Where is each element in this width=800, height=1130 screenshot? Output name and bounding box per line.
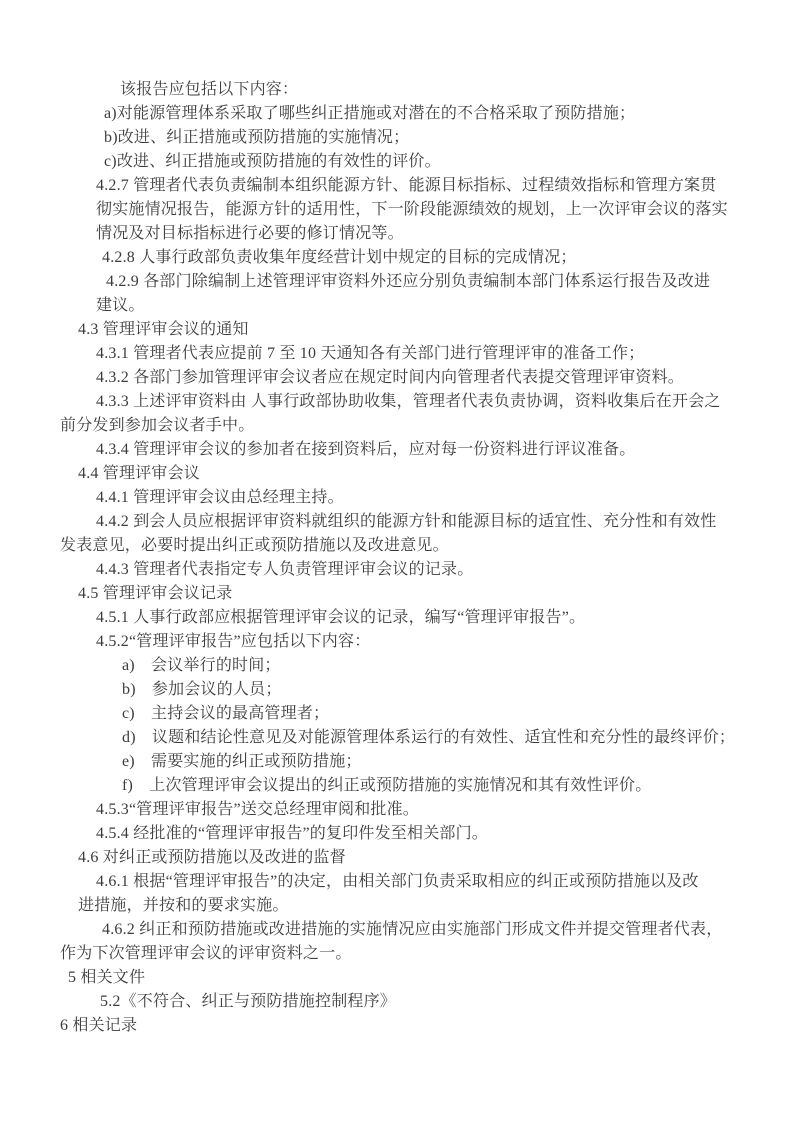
item-4-3-1: 4.3.1 管理者代表应提前 7 至 10 天通知各有关部门进行管理评审的准备工作； xyxy=(96,345,645,362)
heading-4-6: 4.6 对纠正或预防措施以及改进的监督 xyxy=(78,849,346,866)
item-4-6-1: 4.6.1 根据“管理评审报告”的决定，由相关部门负责采取相应的纠正或预防措施以及改 xyxy=(96,873,699,890)
item-5-2: 5.2《不符合、纠正与预防措施控制程序》 xyxy=(100,993,397,1010)
item-4-6-2: 4.6.2 纠正和预防措施或改进措施的实施情况应由实施部门形成文件并提交管理者代表， xyxy=(102,921,723,938)
heading-5: 5 相关文件 xyxy=(68,969,146,986)
item-4-6-1-cont: 进措施，并按和的要求实施。 xyxy=(78,897,289,914)
report-item-a: a)对能源管理体系采取了哪些纠正措施或对潜在的不合格采取了预防措施； xyxy=(104,105,636,122)
intro-line: 该报告应包括以下内容： xyxy=(120,81,299,98)
item-4-2-7-cont-1: 彻实施情况报告，能源方针的适用性，下一阶段能源绩效的规划，上一次评审会议的落实 xyxy=(96,201,728,218)
item-4-6-2-cont: 作为下次管理评审会议的评审资料之一。 xyxy=(60,945,352,962)
item-4-5-2: 4.5.2“管理评审报告”应包括以下内容： xyxy=(96,633,371,650)
item-4-4-1: 4.4.1 管理评审会议由总经理主持。 xyxy=(96,489,344,506)
item-4-2-9: 4.2.9 各部门除编制上述管理评审资料外还应分别负责编制本部门体系运行报告及改进 xyxy=(106,273,711,290)
item-4-3-2: 4.3.2 各部门参加管理评审会议者应在规定时间内向管理者代表提交管理评审资料。 xyxy=(96,369,685,386)
item-4-5-3: 4.5.3“管理评审报告”送交总经理审阅和批准。 xyxy=(96,801,420,818)
heading-4-3: 4.3 管理评审会议的通知 xyxy=(78,321,249,338)
list-item-d: d) 议题和结论性意见及对能源管理体系运行的有效性、适宜性和充分性的最终评价； xyxy=(122,729,736,746)
list-item-f: f) 上次管理评审会议提出的纠正或预防措施的实施情况和其有效性评价。 xyxy=(122,777,652,794)
item-4-3-3-cont: 前分发到参加会议者手中。 xyxy=(60,417,255,434)
list-item-c: c) 主持会议的最高管理者； xyxy=(122,705,330,722)
item-4-5-1: 4.5.1 人事行政部应根据管理评审会议的记录，编写“管理评审报告”。 xyxy=(96,609,586,626)
heading-4-4: 4.4 管理评审会议 xyxy=(78,465,201,482)
item-4-5-4: 4.5.4 经批准的“管理评审报告”的复印件发至相关部门。 xyxy=(96,825,489,842)
item-4-4-2: 4.4.2 到会人员应根据评审资料就组织的能源方针和能源目标的适宜性、充分性和有效性 xyxy=(96,513,717,530)
item-4-4-3: 4.4.3 管理者代表指定专人负责管理评审会议的记录。 xyxy=(96,561,474,578)
item-4-2-7-cont-2: 情况及对目标指标进行必要的修订情况等。 xyxy=(96,225,404,242)
heading-4-5: 4.5 管理评审会议记录 xyxy=(78,585,233,602)
list-item-a: a) 会议举行的时间； xyxy=(122,657,281,674)
item-4-3-4: 4.3.4 管理评审会议的参加者在接到资料后，应对每一份资料进行评议准备。 xyxy=(96,441,636,458)
item-4-2-9-cont: 建议。 xyxy=(96,297,145,314)
list-item-b: b) 参加会议的人员； xyxy=(122,681,282,698)
item-4-4-2-cont: 发表意见，必要时提出纠正或预防措施以及改进意见。 xyxy=(60,537,449,554)
item-4-3-3: 4.3.3 上述评审资料由 人事行政部协助收集，管理者代表负责协调，资料收集后在开会之 xyxy=(96,393,721,410)
report-item-c: c)改进、纠正措施或预防措施的有效性的评价。 xyxy=(104,153,441,170)
report-item-b: b)改进、纠正措施或预防措施的实施情况； xyxy=(104,129,410,146)
list-item-e: e) 需要实施的纠正或预防措施； xyxy=(122,753,362,770)
heading-6: 6 相关记录 xyxy=(60,1017,138,1034)
item-4-2-8: 4.2.8 人事行政部负责收集年度经营计划中规定的目标的完成情况； xyxy=(102,249,577,266)
item-4-2-7: 4.2.7 管理者代表负责编制本组织能源方针、能源目标指标、过程绩效指标和管理方案贯 xyxy=(96,177,717,194)
